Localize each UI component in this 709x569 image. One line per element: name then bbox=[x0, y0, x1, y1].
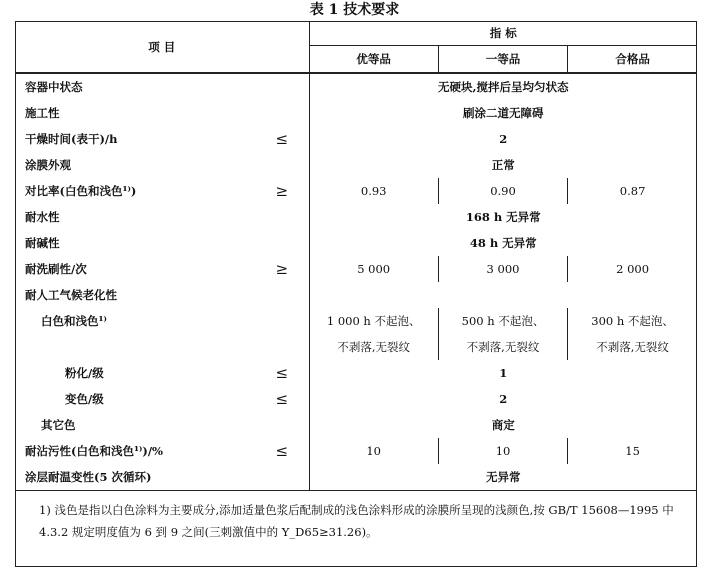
row-value-qualified: 300 h 不起泡、 bbox=[591, 314, 674, 328]
row-value-qualified: 2 000 bbox=[616, 262, 650, 276]
row-operator bbox=[255, 464, 309, 491]
row-item-label: 其它色 bbox=[41, 418, 76, 432]
row-value-qualified: 不剥落,无裂纹 bbox=[596, 340, 669, 354]
table-row bbox=[15, 152, 697, 178]
row-item-label: 涂层耐温变性(5 次循环) bbox=[25, 470, 152, 484]
row-operator bbox=[255, 334, 309, 360]
row-value-premium: 1 000 h 不起泡、 bbox=[309, 308, 438, 334]
row-value-first: 3 000 bbox=[438, 256, 567, 282]
row-value-first: 10 bbox=[438, 438, 567, 464]
header-item: 项 目 bbox=[15, 21, 309, 73]
row-merged-value: 刷涂二道无障碍 bbox=[463, 106, 544, 120]
header-row-1 bbox=[15, 21, 697, 46]
row-value-premium: 0.93 bbox=[309, 178, 438, 204]
row-operator bbox=[255, 282, 309, 308]
row-item-label: 耐沾污性(白色和浅色¹⁾)/% bbox=[25, 444, 163, 458]
row-item-label: 容器中状态 bbox=[15, 73, 255, 100]
footnote-text: 1) 浅色是指以白色涂料为主要成分,添加适量色浆后配制成的浅色涂料形成的涂膜所呈现的浅颜色,按 GB/T 15608—1995 中 4.3.2 规定明度值为 6 到 9 之间(三刺激值中的 Y_D65≥31.26)。 bbox=[15, 491, 697, 550]
row-operator: ≤ bbox=[255, 438, 309, 464]
row-item-label: 粉化/级 bbox=[65, 366, 104, 380]
row-operator: ≥ bbox=[255, 178, 309, 204]
row-value-qualified: 0.87 bbox=[619, 184, 646, 198]
row-operator bbox=[255, 308, 309, 334]
row-merged-value bbox=[309, 282, 697, 308]
row-operator: ≤ bbox=[255, 126, 309, 152]
row-operator bbox=[255, 73, 309, 100]
row-operator bbox=[255, 100, 309, 126]
row-merged-value: 48 h 无异常 bbox=[469, 236, 537, 250]
row-operator bbox=[255, 230, 309, 256]
table-row bbox=[15, 334, 697, 360]
row-item-label bbox=[15, 334, 255, 360]
row-value-first: 不剥落,无裂纹 bbox=[438, 334, 567, 360]
row-item-label: 耐碱性 bbox=[25, 236, 60, 250]
table-row bbox=[15, 308, 697, 334]
row-item-label: 对比率(白色和浅色¹⁾) bbox=[25, 184, 137, 198]
row-merged-value: 正常 bbox=[491, 158, 515, 172]
table-row bbox=[15, 100, 697, 126]
row-value-premium: 5 000 bbox=[309, 256, 438, 282]
header-grade-qualified: 合格品 bbox=[615, 52, 650, 66]
row-item-label: 白色和浅色¹⁾ bbox=[41, 314, 107, 328]
header-index: 指 标 bbox=[309, 21, 697, 46]
row-merged-value: 168 h 无异常 bbox=[465, 210, 541, 224]
row-item-label: 耐水性 bbox=[25, 210, 60, 224]
tech-requirements-table bbox=[15, 21, 697, 549]
row-item-label: 耐人工气候老化性 bbox=[25, 288, 117, 302]
header-grade-premium: 优等品 bbox=[309, 46, 438, 74]
table-row bbox=[15, 360, 697, 386]
table-row bbox=[15, 386, 697, 412]
row-item-label: 干燥时间(表干)/h bbox=[25, 132, 118, 146]
row-operator: ≥ bbox=[255, 256, 309, 282]
row-merged-value: 无异常 bbox=[486, 470, 521, 484]
row-value-qualified: 15 bbox=[625, 444, 640, 458]
table-caption: 表 1 技术要求 bbox=[309, 2, 400, 18]
footnote-row bbox=[15, 491, 697, 550]
table-row bbox=[15, 464, 697, 491]
row-merged-value: 1 bbox=[499, 366, 508, 380]
row-merged-value: 2 bbox=[499, 132, 508, 146]
row-item-label: 耐洗刷性/次 bbox=[25, 262, 87, 276]
table-row bbox=[15, 178, 697, 204]
row-operator: ≤ bbox=[255, 386, 309, 412]
row-value-first: 0.90 bbox=[438, 178, 567, 204]
row-merged-value: 2 bbox=[499, 392, 508, 406]
row-item-label: 施工性 bbox=[25, 106, 60, 120]
row-operator: ≤ bbox=[255, 360, 309, 386]
table-row bbox=[15, 204, 697, 230]
table-row bbox=[15, 412, 697, 438]
row-value-first: 500 h 不起泡、 bbox=[438, 308, 567, 334]
row-merged-value: 商定 bbox=[491, 418, 515, 432]
row-merged-value: 无硬块,搅拌后呈均匀状态 bbox=[309, 73, 697, 100]
row-item-label: 涂膜外观 bbox=[25, 158, 71, 172]
table-row bbox=[15, 256, 697, 282]
table-row bbox=[15, 438, 697, 464]
table-row bbox=[15, 282, 697, 308]
table-row bbox=[15, 126, 697, 152]
table-row bbox=[15, 73, 697, 100]
header-grade-first: 一等品 bbox=[438, 46, 567, 74]
row-operator bbox=[255, 152, 309, 178]
row-operator bbox=[255, 412, 309, 438]
row-value-premium: 不剥落,无裂纹 bbox=[309, 334, 438, 360]
row-item-label: 变色/级 bbox=[65, 392, 104, 406]
row-operator bbox=[255, 204, 309, 230]
table-row bbox=[15, 230, 697, 256]
row-value-premium: 10 bbox=[309, 438, 438, 464]
